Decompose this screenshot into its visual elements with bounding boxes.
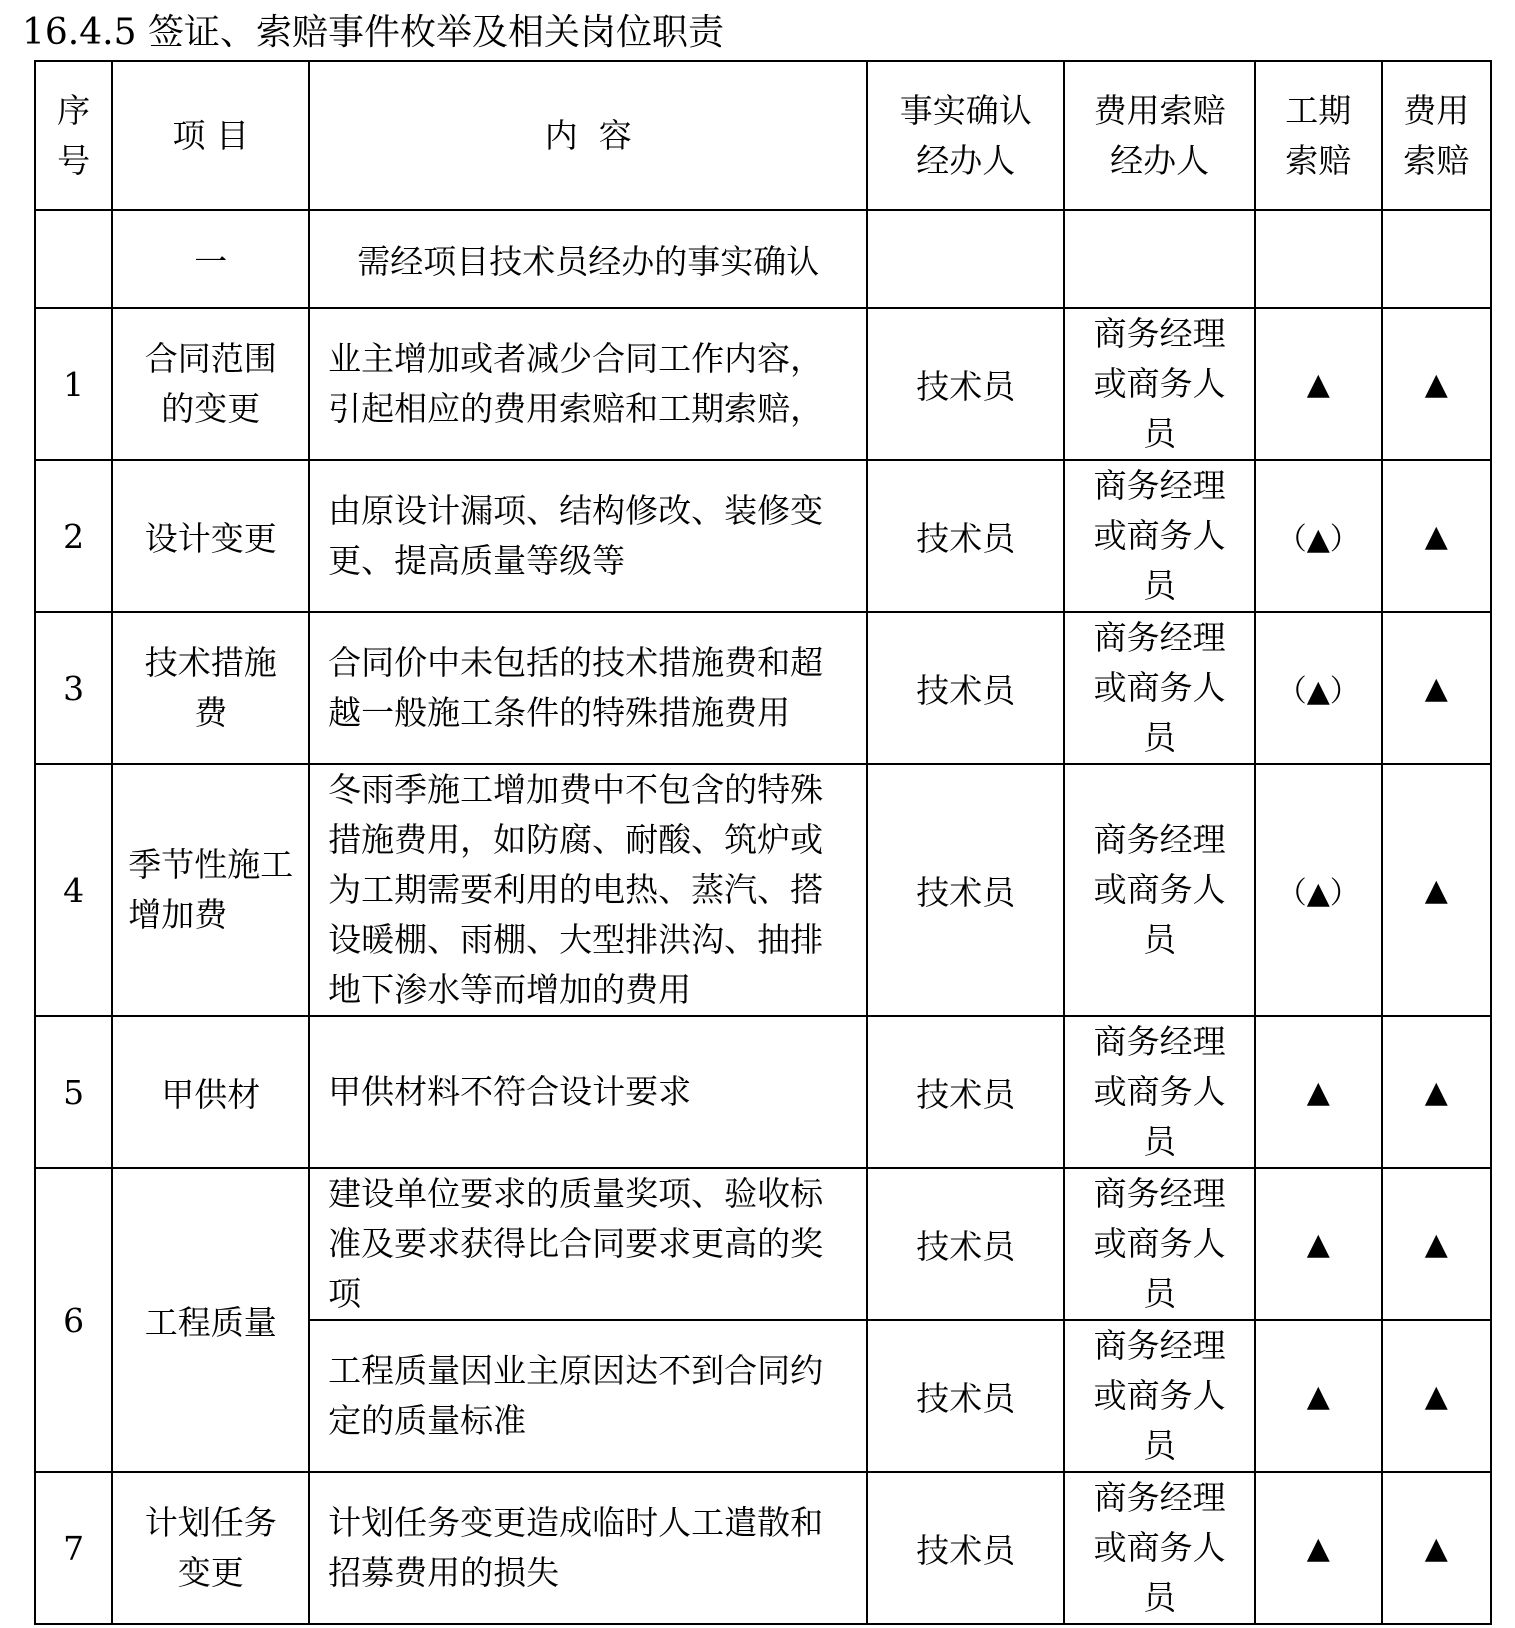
table-row [35,308,1491,460]
row-time-claim-mark: ▲ [1255,308,1382,460]
group-content: 需经项目技术员经办的事实确认 [309,210,867,308]
row-item: 合同范围的变更 [112,308,309,460]
row-fact-handler: 技术员 [867,460,1064,612]
row-cost-claim-mark: ▲ [1382,764,1492,1016]
row-cost-claim-mark: ▲ [1382,1016,1492,1168]
row-content: 合同价中未包括的技术措施费和超越一般施工条件的特殊措施费用 [309,612,867,764]
group-empty-cell [1064,210,1255,308]
row-no: 4 [35,764,112,1016]
row-cost-handler: 商务经理或商务人员 [1064,1168,1255,1320]
row-cost-handler: 商务经理或商务人员 [1064,1320,1255,1472]
row-cost-handler: 商务经理或商务人员 [1064,1472,1255,1624]
row-fact-handler: 技术员 [867,1472,1064,1624]
row-cost-handler: 商务经理或商务人员 [1064,1016,1255,1168]
row-time-claim-mark: ▲ [1255,1320,1382,1472]
row-cost-handler: 商务经理或商务人员 [1064,612,1255,764]
group-no-cell [35,210,112,308]
row-time-claim-mark: ▲ [1255,1168,1382,1320]
row-content: 甲供材料不符合设计要求 [309,1016,867,1168]
row-fact-handler: 技术员 [867,1168,1064,1320]
row-no: 7 [35,1472,112,1624]
row-fact-handler: 技术员 [867,764,1064,1016]
row-time-claim-mark: ▲ [1255,1472,1382,1624]
group-empty-cell [1382,210,1492,308]
row-no: 3 [35,612,112,764]
row-no: 2 [35,460,112,612]
header-time-claim: 工期索赔 [1255,61,1382,210]
row-content: 冬雨季施工增加费中不包含的特殊措施费用，如防腐、耐酸、筑炉或为工期需要利用的电热、蒸汽、搭设暖棚、雨棚、大型排洪沟、抽排地下渗水等而增加的费用 [309,764,867,1016]
section-title: 16.4.5 签证、索赔事件枚举及相关岗位职责 [22,12,724,53]
row-item: 设计变更 [112,460,309,612]
row-no: 5 [35,1016,112,1168]
row-cost-claim-mark: ▲ [1382,612,1492,764]
table-row [35,1472,1491,1624]
row-cost-claim-mark: ▲ [1382,308,1492,460]
row-cost-handler: 商务经理或商务人员 [1064,308,1255,460]
header-content: 内 容 [309,61,867,210]
row-content: 建设单位要求的质量奖项、验收标准及要求获得比合同要求更高的奖项 [309,1168,867,1320]
table-row [35,460,1491,612]
claims-table [34,60,1492,1625]
row-cost-claim-mark: ▲ [1382,1168,1492,1320]
row-fact-handler: 技术员 [867,612,1064,764]
row-item: 甲供材 [112,1016,309,1168]
row-content: 计划任务变更造成临时人工遣散和招募费用的损失 [309,1472,867,1624]
header-fact-handler: 事实确认经办人 [867,61,1064,210]
row-item: 季节性施工增加费 [112,764,309,1016]
group-row [35,210,1491,308]
header-item: 项 目 [112,61,309,210]
row-time-claim-mark: （▲） [1255,764,1382,1016]
group-empty-cell [867,210,1064,308]
row-fact-handler: 技术员 [867,308,1064,460]
table-row [35,764,1491,1016]
row-item: 技术措施费 [112,612,309,764]
group-item: 一 [112,210,309,308]
row-content: 业主增加或者减少合同工作内容，引起相应的费用索赔和工期索赔， [309,308,867,460]
row-item: 工程质量 [112,1168,309,1472]
row-time-claim-mark: （▲） [1255,612,1382,764]
row-cost-claim-mark: ▲ [1382,1320,1492,1472]
table-row [35,612,1491,764]
header-no: 序号 [35,61,112,210]
row-time-claim-mark: （▲） [1255,460,1382,612]
table-row [35,1168,1491,1320]
header-cost-claim: 费用索赔 [1382,61,1492,210]
row-content: 由原设计漏项、结构修改、装修变更、提高质量等级等 [309,460,867,612]
table-row [35,1016,1491,1168]
header-row [35,61,1491,210]
row-no: 1 [35,308,112,460]
row-time-claim-mark: ▲ [1255,1016,1382,1168]
row-fact-handler: 技术员 [867,1320,1064,1472]
row-cost-handler: 商务经理或商务人员 [1064,764,1255,1016]
header-cost-handler: 费用索赔经办人 [1064,61,1255,210]
row-item: 计划任务变更 [112,1472,309,1624]
row-no: 6 [35,1168,112,1472]
group-empty-cell [1255,210,1382,308]
row-content: 工程质量因业主原因达不到合同约定的质量标准 [309,1320,867,1472]
row-cost-claim-mark: ▲ [1382,1472,1492,1624]
row-cost-claim-mark: ▲ [1382,460,1492,612]
row-fact-handler: 技术员 [867,1016,1064,1168]
row-cost-handler: 商务经理或商务人员 [1064,460,1255,612]
